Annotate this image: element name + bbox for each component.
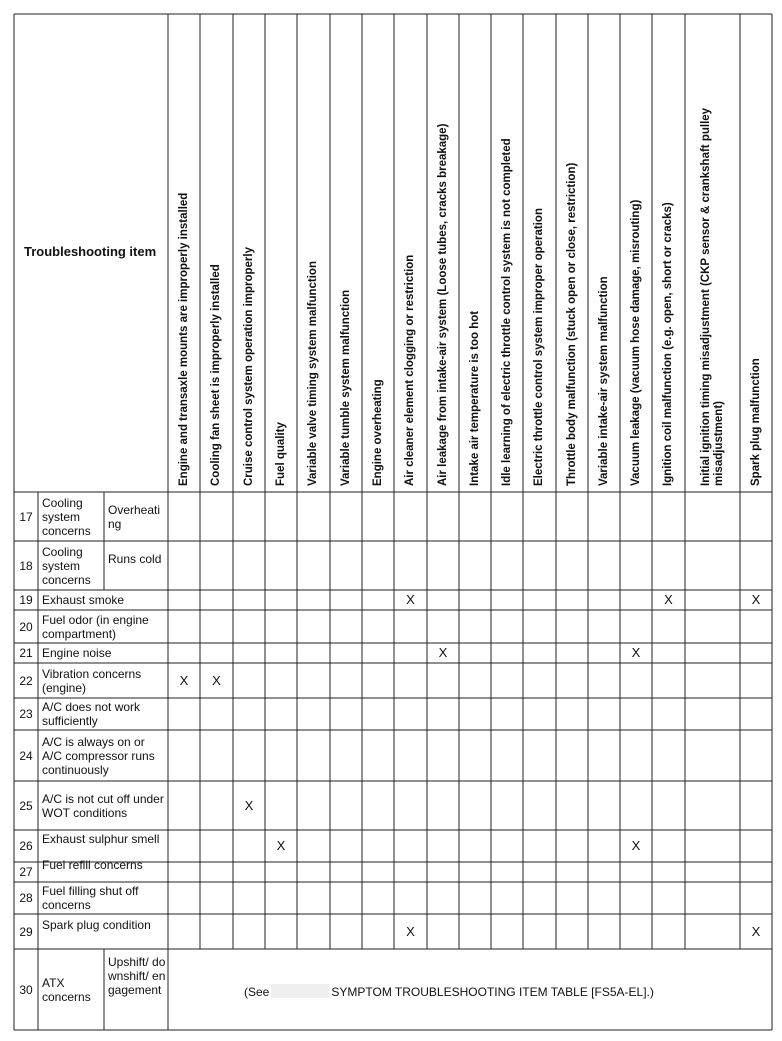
column-header-line: Vacuum leakage (vacuum hose damage, misrouting) <box>629 199 642 486</box>
column-header-17 <box>700 108 726 486</box>
troubleshooting-item: Engine noise <box>42 646 112 660</box>
row-number: 23 <box>19 707 33 721</box>
column-header-line: Engine and transaxle mounts are improperly installed <box>177 192 190 486</box>
row-number: 29 <box>19 924 33 939</box>
redacted-link <box>271 984 329 998</box>
see-reference-note <box>244 984 654 999</box>
row-number: 28 <box>19 891 33 905</box>
column-header-line: Cruise control system operation improperly <box>242 246 255 486</box>
row-number: 20 <box>19 619 33 634</box>
troubleshooting-item: Vibration concerns (engine) <box>42 666 142 695</box>
check-mark: X <box>631 838 641 853</box>
note-prefix: (See <box>244 985 270 999</box>
troubleshooting-item: Fuel refill concerns <box>42 858 143 872</box>
column-header-line: Spark plug malfunction <box>749 358 762 486</box>
check-mark: X <box>664 592 673 607</box>
check-mark: X <box>751 592 761 607</box>
item-subcategory: Upshift/ downshift/ engagement <box>108 954 166 997</box>
troubleshooting-item: A/C does not work sufficiently <box>42 700 141 728</box>
column-header-13 <box>566 163 579 486</box>
column-header-line: Variable intake-air system malfunction <box>597 276 610 486</box>
row-number: 24 <box>19 748 33 763</box>
note-suffix: SYMPTOM TROUBLESHOOTING ITEM TABLE [FS5A-EL].) <box>331 985 654 999</box>
column-header-line: Engine overheating <box>371 379 384 486</box>
column-header-line: Initial ignition timing misadjustment (CKP sensor & crankshaft pulley <box>699 107 712 486</box>
check-mark: X <box>276 838 286 853</box>
item-subcategory: Overheating <box>108 502 161 531</box>
column-header-6 <box>340 290 353 486</box>
column-header-7 <box>372 379 385 486</box>
troubleshooting-item: A/C is not cut off under WOT conditions <box>42 791 164 820</box>
column-header-5 <box>307 261 320 486</box>
check-mark: X <box>406 923 415 939</box>
column-header-line: Ignition coil malfunction (e.g. open, short or cracks) <box>662 202 674 486</box>
troubleshooting-item: Fuel odor (in engine compartment) <box>42 612 149 641</box>
check-mark: X <box>631 645 641 660</box>
column-header-line: misadjustment) <box>712 401 725 486</box>
column-header-line: Fuel quality <box>274 422 287 486</box>
column-header-line: Air cleaner element clogging or restriction <box>404 254 416 486</box>
table-title: Troubleshooting item <box>24 244 157 259</box>
column-header-11 <box>501 138 514 486</box>
column-header-3 <box>243 247 256 486</box>
row-number: 18 <box>19 558 33 573</box>
check-mark: X <box>406 592 415 607</box>
row-number: 25 <box>19 798 33 813</box>
column-header-line: Throttle body malfunction (stuck open or close, restriction) <box>565 162 578 486</box>
row-number: 17 <box>19 509 33 524</box>
column-header-15 <box>630 200 643 486</box>
row-number: 21 <box>19 646 33 660</box>
troubleshooting-item: Exhaust sulphur smell <box>42 832 160 846</box>
column-header-line: Intake air temperature is too hot <box>468 310 481 486</box>
column-header-9 <box>437 124 450 486</box>
troubleshooting-item: Cooling system concerns <box>42 495 91 538</box>
row-number: 27 <box>19 865 33 879</box>
column-header-line: Variable valve timing system malfunction <box>307 261 319 486</box>
column-header-10 <box>469 311 482 486</box>
column-header-line: Air leakage from intake-air system (Loose tubes, cracks breakage) <box>436 123 449 486</box>
column-header-18 <box>750 358 763 486</box>
column-header-16 <box>662 202 675 486</box>
column-header-4 <box>275 422 288 486</box>
column-header-line: Idle learning of electric throttle control system is not completed <box>500 138 513 486</box>
troubleshooting-item: Exhaust smoke <box>42 593 125 607</box>
check-mark: X <box>438 645 448 660</box>
troubleshooting-item: Fuel filling shut off concerns <box>42 884 139 912</box>
troubleshooting-item: Cooling system concerns <box>42 544 91 587</box>
column-header-line: Cooling fan sheet is improperly installed <box>210 264 222 486</box>
column-header-1 <box>178 193 191 486</box>
column-header-line: Variable tumble system malfunction <box>339 289 352 486</box>
column-header-line: Electric throttle control system improper operation <box>533 208 545 486</box>
column-header-12 <box>533 208 546 486</box>
row-number: 30 <box>19 982 33 997</box>
troubleshooting-item: Spark plug condition <box>42 917 151 932</box>
column-header-2 <box>210 264 223 486</box>
check-mark: X <box>751 923 761 939</box>
check-mark: X <box>212 672 221 688</box>
column-header-14 <box>598 276 611 486</box>
row-number: 22 <box>19 673 33 688</box>
check-mark: X <box>244 797 254 813</box>
row-number: 19 <box>19 593 33 607</box>
column-header-8 <box>404 255 417 486</box>
item-subcategory: Runs cold <box>108 551 162 566</box>
check-mark: X <box>179 672 189 688</box>
troubleshooting-item: ATX concerns <box>42 975 91 1004</box>
row-number: 26 <box>19 839 33 853</box>
troubleshooting-item: A/C is always on or A/C compressor runs continuously <box>42 734 155 777</box>
